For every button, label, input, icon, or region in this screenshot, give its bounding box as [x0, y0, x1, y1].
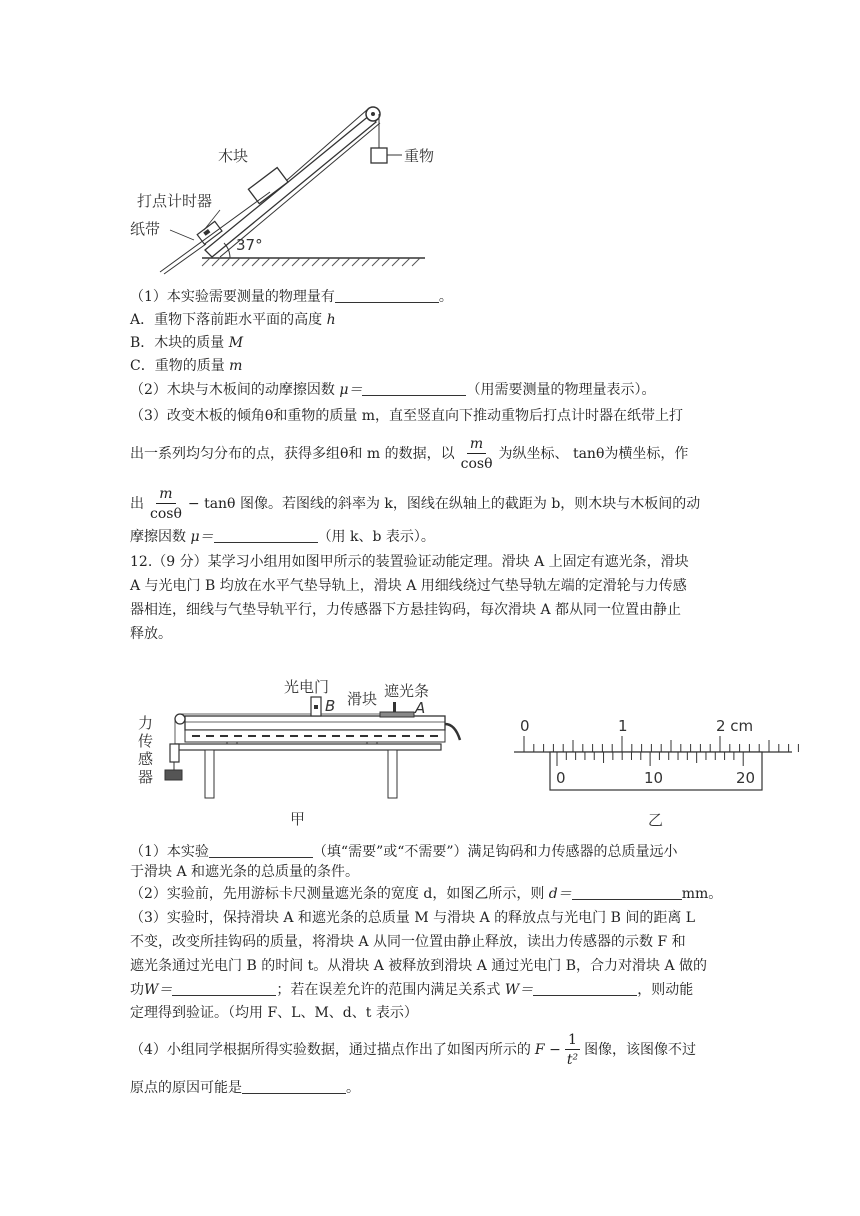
q12-part4-line2: 原点的原因可能是 。 [130, 1080, 360, 1096]
fraction-m-over-cos-2: $\frac{m}{\cos\theta}$ [150, 485, 182, 522]
vernier-label-0: 0 [556, 769, 566, 787]
label-sensor-4: 器 [138, 768, 154, 786]
q12-part3-line4: 功W＝ ；若在误差允许的范围内满足关系式 W＝ ，则动能 [130, 982, 694, 998]
incline-diagram [120, 100, 440, 275]
q11-part3-line1: （3）改变木板的倾角θ和重物的质量 m，直至竖直向下推动重物后打点计时器在纸带上打 [130, 408, 684, 424]
label-gate-b: B [325, 697, 336, 715]
label-sensor-2: 传 [138, 732, 154, 750]
q12-intro-line1: 12.（9 分）某学习小组用如图甲所示的装置验证动能定理。滑块 A 上固定有遮光条，滑块 [130, 554, 689, 570]
q12-part2: （2）实验前，先用游标卡尺测量遮光条的宽度 d，如图乙所示，则 d＝ mm。 [130, 886, 723, 902]
label-sensor-1: 力 [138, 714, 154, 732]
label-angle: 37° [236, 236, 263, 254]
q11-part2: （2）木块与木板间的动摩擦因数 μ＝ （用需要测量的物理量表示）。 [130, 382, 656, 398]
q11-part3-line3: 出 $\frac{m}{\cos\theta}$ − tanθ 图像。若图线的斜率为 k，图线在纵轴上的截距为 b，则木块与木板间的动 [130, 485, 701, 522]
answer-blank-12-4[interactable] [533, 981, 637, 996]
main-label-2: 2 cm [716, 717, 754, 735]
vernier-label-20: 20 [736, 769, 756, 787]
label-slider: 滑块 [347, 690, 378, 708]
q12-part3-line2: 不变，改变所挂钩码的质量，将滑块 A 从同一位置由静止释放，读出力传感器的示数 F 和 [130, 934, 686, 950]
q12-intro-line2: A 与光电门 B 均放在水平气垫导轨上，滑块 A 用细线绕过气垫导轨左端的定滑轮与力传感 [130, 578, 687, 594]
figure-vernier [510, 715, 800, 835]
label-strip: 遮光条 [384, 682, 430, 700]
answer-blank-12-1[interactable] [209, 843, 313, 858]
fraction-one-over-t-squared: $\frac{1}{\text{t²}}$ [566, 1031, 579, 1068]
label-yi: 乙 [648, 811, 664, 829]
q12-part4-line1: （4）小组同学根据所得实验数据，通过描点作出了如图丙所示的 F − $\frac{1}{\text{t²}}$ 图像，该图像不过 [130, 1031, 697, 1068]
q12-intro-line3: 器相连，细线与气垫导轨平行，力传感器下方悬挂钩码，每次滑块 A 都从同一位置由静止 [130, 602, 682, 618]
answer-blank-11-3[interactable] [214, 528, 318, 543]
answer-blank-11-1[interactable] [335, 288, 439, 303]
q11-part1: （1）本实验需要测量的物理量有 。 [130, 289, 453, 305]
q12-intro-line4: 释放。 [130, 626, 172, 642]
q11-option-a: A．重物下落前距水平面的高度 h [130, 312, 336, 328]
q12-part1-line1: （1）本实验 （填“需要”或“不需要”）满足钩码和力传感器的总质量远小 [130, 844, 678, 860]
q12-part3-line5: 定理得到验证。（均用 F、L、M、d、t 表示） [130, 1005, 418, 1021]
label-tape: 纸带 [130, 220, 161, 238]
label-weight: 重物 [404, 147, 435, 165]
label-jia: 甲 [290, 810, 306, 828]
label-block: 木块 [218, 147, 249, 165]
figure-incline [120, 100, 440, 275]
vernier-label-10: 10 [644, 769, 664, 787]
q11-option-c: C．重物的质量 m [130, 358, 243, 374]
answer-blank-12-2[interactable] [572, 885, 682, 900]
q11-part3-line4: 摩擦因数 μ＝ （用 k、b 表示）。 [130, 529, 435, 545]
answer-blank-12-3[interactable] [172, 981, 276, 996]
fraction-m-over-cos: $\frac{m}{\cos\theta}$ [460, 435, 493, 472]
label-timer: 打点计时器 [137, 192, 213, 210]
q12-part3-line3: 遮光条通过光电门 B 的时间 t。从滑块 A 被释放到滑块 A 通过光电门 B，合力对滑块 A 做的 [130, 958, 708, 974]
weight-box [371, 148, 387, 163]
label-photogate: 光电门 [284, 678, 330, 696]
q11-part3-line2: 出一系列均匀分布的点，获得多组θ和 m 的数据，以 $\frac{m}{\cos\theta}$ 为纵坐标、 tanθ为横坐标，作 [130, 435, 689, 472]
main-label-1: 1 [618, 717, 628, 735]
answer-blank-12-5[interactable] [242, 1079, 346, 1094]
answer-blank-11-2[interactable] [362, 381, 466, 396]
figure-air-track [130, 672, 470, 832]
q12-part3-line1: （3）实验时，保持滑块 A 和遮光条的总质量 M 与滑块 A 的释放点与光电门 B 间的距离 L [130, 910, 696, 926]
label-sensor-3: 感 [138, 750, 154, 768]
q12-part1-line2: 于滑块 A 和遮光条的总质量的条件。 [130, 864, 360, 880]
label-slider-a: A [415, 699, 426, 717]
main-label-0: 0 [520, 717, 530, 735]
q11-option-b: B．木块的质量 M [130, 335, 244, 351]
